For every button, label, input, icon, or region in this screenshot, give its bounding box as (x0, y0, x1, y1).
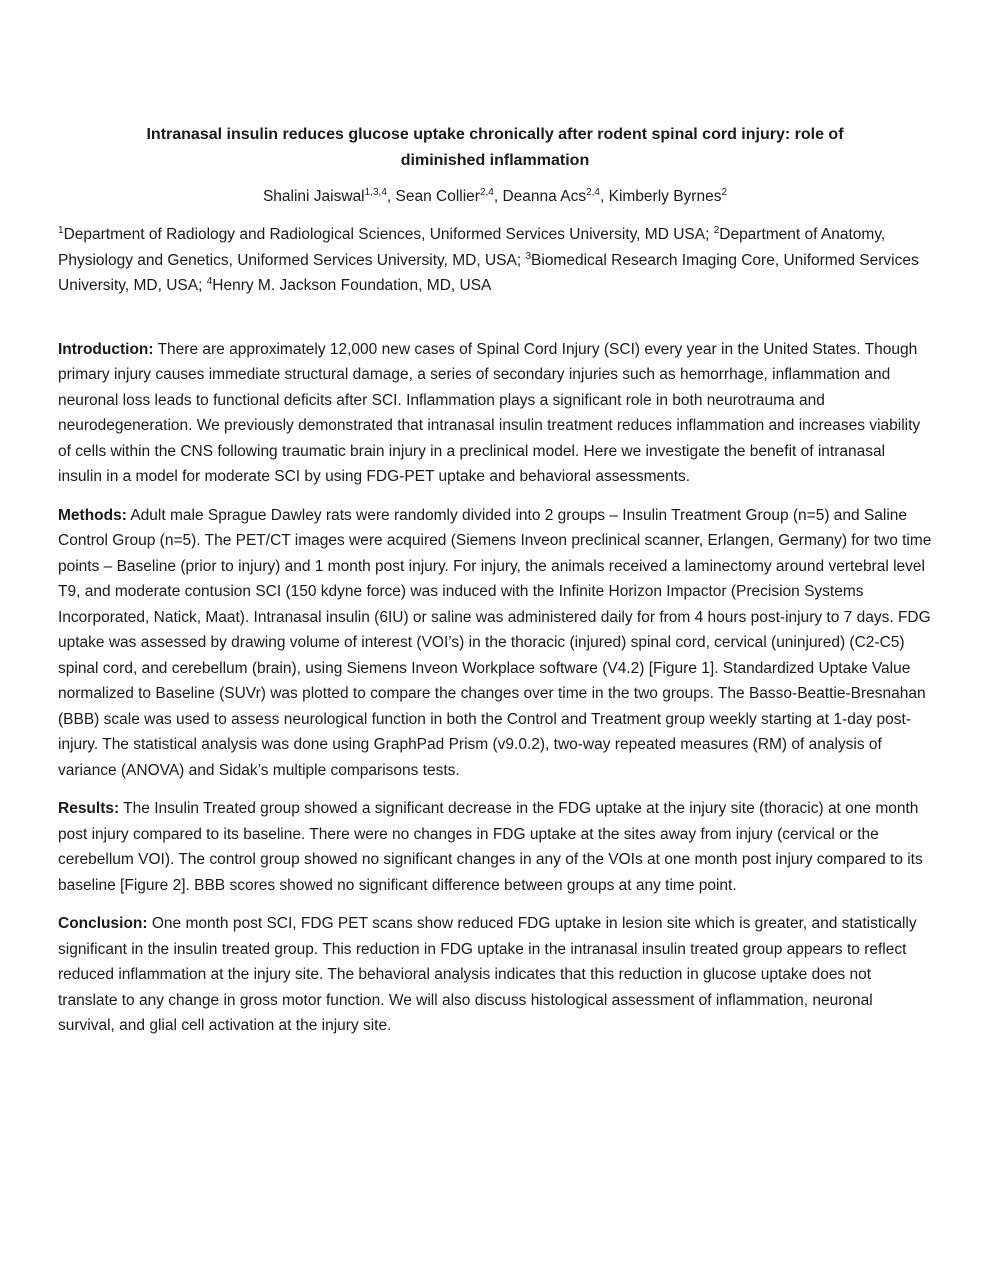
introduction-heading: Introduction: (58, 340, 154, 358)
affiliation-number: 3 (525, 250, 532, 262)
conclusion-section (58, 911, 932, 1039)
introduction-section (58, 337, 932, 490)
author-affiliation-marker: 2,4 (479, 186, 494, 198)
author-separator: , (493, 188, 503, 205)
abstract-page (58, 122, 932, 1039)
author-name: Sean Collier (395, 188, 480, 205)
introduction-text: There are approximately 12,000 new cases of Spinal Cord Injury (SCI) every year in the United States. Though primary injury causes immediate structural damage, a series of secondary injuries such as hemorrhage, inflammation and neuronal loss leads to functional deficits after SCI. Inflammation plays a significant role in both neurotrauma and neurodegeneration. We previously demonstrated that intranasal insulin treatment reduces inflammation and increases viability of cells within the CNS following traumatic brain injury in a preclinical model. Here we investigate the benefit of intranasal insulin in a model for moderate SCI by using FDG-PET uptake and behavioral assessments. (58, 340, 921, 485)
author-name: Shalini Jaiswal (262, 188, 365, 205)
author-separator: , (599, 188, 609, 205)
affiliation-text: Department of Anatomy, Physiology and Genetics, Uniformed Services University, MD, USA; (58, 226, 886, 269)
results-heading: Results: (58, 800, 120, 817)
conclusion-text: One month post SCI, FDG PET scans show reduced FDG uptake in lesion site which is greater, and statistically significant in the insulin treated group. This reduction in FDG uptake in the intranasal insulin treated group appears to reflect reduced inflammation at the injury site. The behavioral analysis indicates that this reduction in glucose uptake does not translate to any change in gross motor function. We will also discuss histological assessment of inflammation, neuronal survival, and glial cell activation at the injury site. (58, 915, 917, 1034)
author-list (58, 186, 932, 208)
conclusion-heading: Conclusion: (58, 915, 148, 932)
methods-text: Adult male Sprague Dawley rats were randomly divided into 2 groups – Insulin Treatment Group (n=5) and Saline Control Group (n=5). The PET/CT images were acquired (Siemens Inveon preclinical scanner, Erlangen, Germany) for two time points – Baseline (prior to injury) and 1 month post injury. For injury, the animals received a laminectomy around vertebral level T9, and moderate contusion SCI (150 kdyne force) was induced with the Infinite Horizon Impactor (Precision Systems Incorporated, Natick, Maat). Intranasal insulin (6IU) or saline was administered daily for from 4 hours post-injury to 7 days. FDG uptake was assessed by drawing volume of interest (VOI’s) in the thoracic (injured) spinal cord, cervical (uninjured) (C2-C5) spinal cord, and cerebellum (brain), using Siemens Inveon Workplace software (V4.2) [Figure 1]. Standardized Uptake Value normalized to Baseline (SUVr) was plotted to compare the changes over time in the two groups. The Basso-Beattie-Bresnahan (BBB) scale was used to assess neurological function in both the Control and Treatment group weekly starting at 1-day post-injury. The statistical analysis was done using GraphPad Prism (v9.0.2), two-way repeated measures (RM) of analysis of variance (ANOVA) and Sidak’s multiple comparisons tests. (58, 506, 932, 779)
methods-section (58, 503, 932, 784)
author-affiliation-marker: 1,3,4 (364, 186, 387, 198)
affiliation-text: Biomedical Research Imaging Core, Uniformed Services University, MD, USA; (58, 251, 919, 294)
author-separator: , (386, 188, 396, 205)
affiliation-text: Department of Radiology and Radiological Sciences, Uniformed Services University, MD USA; (63, 226, 714, 243)
results-section (58, 796, 932, 898)
author-affiliation-marker: 2,4 (586, 186, 600, 198)
paper-title (58, 122, 932, 174)
affiliation-number: 2 (713, 224, 720, 236)
author (396, 188, 503, 205)
methods-heading: Methods: (58, 506, 127, 524)
title-line-1: Intranasal insulin reduces glucose uptake chronically after rodent spinal cord injury: role of (146, 126, 844, 143)
title-line-2: diminished inflammation (400, 152, 590, 169)
results-text: The Insulin Treated group showed a significant decrease in the FDG uptake at the injury site (thoracic) at one month post injury compared to its baseline. There were no changes in FDG uptake at the sites away from injury (cervical or the cerebellum VOI). The control group showed no significant changes in any of the VOIs at one month post injury compared to its baseline [Figure 2]. BBB scores showed no significant difference between groups at any time point. (58, 800, 923, 894)
affiliation (58, 226, 714, 243)
author-name: Deanna Acs (502, 188, 587, 205)
affiliations (58, 222, 932, 299)
affiliation-number: 1 (58, 224, 64, 236)
author-affiliation-marker: 2 (721, 186, 728, 198)
affiliation (207, 277, 492, 294)
author (609, 188, 727, 205)
author (263, 188, 396, 205)
affiliation-number: 4 (206, 275, 213, 287)
affiliation-text: Henry M. Jackson Foundation, MD, USA (212, 277, 492, 294)
author (502, 188, 608, 205)
author-name: Kimberly Byrnes (608, 188, 722, 205)
